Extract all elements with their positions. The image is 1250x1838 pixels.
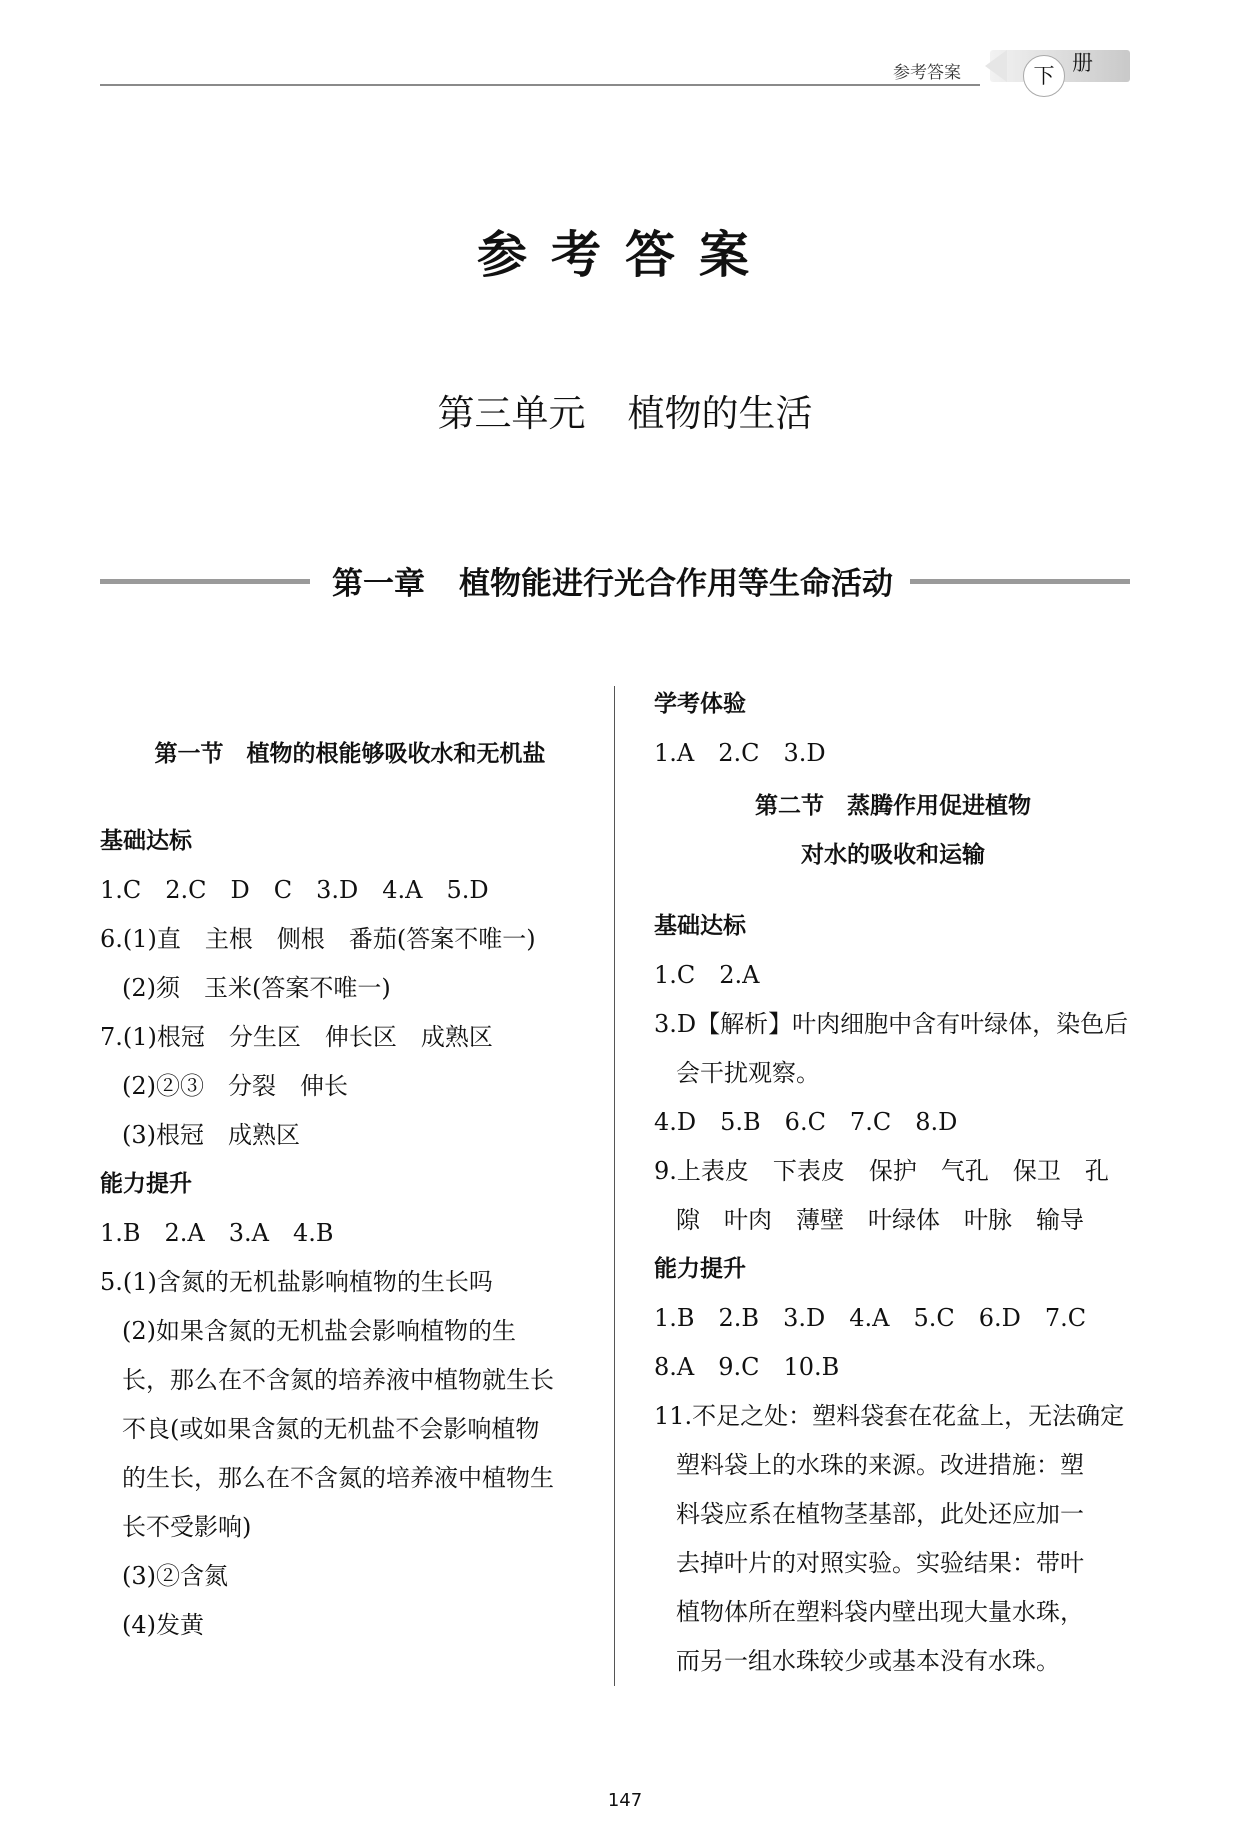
answer-line: 去掉叶片的对照实验。实验结果：带叶: [676, 1549, 1084, 1577]
header-arrow-icon: [985, 50, 1007, 82]
answer-line: 会干扰观察。: [676, 1059, 820, 1087]
section-title: 第二节 蒸腾作用促进植物: [755, 793, 1031, 819]
answer-line: 长不受影响): [122, 1513, 252, 1541]
answer-line: 11.不足之处：塑料袋套在花盆上，无法确定: [654, 1402, 1125, 1430]
chapter-name: 植物能进行光合作用等生命活动: [459, 566, 893, 602]
section-heading: 基础达标: [654, 913, 746, 939]
answer-line: 7.(1)根冠 分生区 伸长区 成熟区: [100, 1023, 493, 1051]
header-rule: [100, 84, 980, 86]
chapter-title: [315, 558, 910, 603]
answer-line: 植物体所在塑料袋内壁出现大量水珠，: [676, 1598, 1084, 1626]
answer-line: 1.B 2.B 3.D 4.A 5.C 6.D 7.C: [654, 1304, 1087, 1332]
answer-line: 1.B 2.A 3.A 4.B: [100, 1219, 334, 1247]
answer-line: 3.D【解析】叶肉细胞中含有叶绿体，染色后: [654, 1010, 1129, 1038]
answer-line: (2)如果含氮的无机盐会影响植物的生: [122, 1317, 516, 1345]
section-heading: 能力提升: [100, 1171, 192, 1197]
section-heading: 基础达标: [100, 828, 192, 854]
column-divider: [614, 686, 615, 1686]
answer-line: (2)②③ 分裂 伸长: [122, 1072, 348, 1100]
answer-line: 1.C 2.A: [654, 961, 760, 989]
answer-line: (3)②含氮: [122, 1562, 228, 1590]
answer-line: 1.C 2.C D C 3.D 4.A 5.D: [100, 876, 489, 904]
section-heading: 学考体验: [654, 691, 746, 717]
answer-line: 料袋应系在植物茎基部，此处还应加一: [676, 1500, 1084, 1528]
answer-line: 6.(1)直 主根 侧根 番茄(答案不唯一): [100, 925, 536, 953]
answer-line: 9.上表皮 下表皮 保护 气孔 保卫 孔: [654, 1157, 1109, 1185]
left-column: [100, 730, 600, 1650]
section-heading: 能力提升: [654, 1256, 746, 1282]
section-title-continued: 对水的吸收和运输: [801, 842, 985, 868]
page-number: 147: [607, 1790, 643, 1811]
answer-line: 塑料袋上的水珠的来源。改进措施：塑: [676, 1451, 1084, 1479]
chapter-bar: [100, 555, 1130, 605]
header-volume-text: 册: [1072, 51, 1093, 75]
chapter-number: 第一章: [332, 566, 425, 602]
answer-line: 1.A 2.C 3.D: [654, 739, 826, 767]
page-title: 参考答案: [477, 225, 773, 284]
answer-line: 不良(或如果含氮的无机盐不会影响植物: [122, 1415, 540, 1443]
answer-line: (4)发黄: [122, 1611, 204, 1639]
answer-line: 而另一组水珠较少或基本没有水珠。: [676, 1647, 1060, 1675]
header-volume-circle: 下: [1023, 55, 1065, 97]
answer-line: (2)须 玉米(答案不唯一): [122, 974, 391, 1002]
unit-number: 第三单元: [437, 392, 586, 435]
answer-line: 的生长，那么在不含氮的培养液中植物生: [122, 1464, 554, 1492]
answer-line: 隙 叶肉 薄壁 叶绿体 叶脉 输导: [676, 1206, 1084, 1234]
chapter-rule-left: [100, 579, 310, 584]
right-column: [654, 680, 1132, 1686]
answer-line: 8.A 9.C 10.B: [654, 1353, 840, 1381]
chapter-rule-right: [910, 579, 1130, 584]
answer-line: (3)根冠 成熟区: [122, 1121, 300, 1149]
answer-line: 4.D 5.B 6.C 7.C 8.D: [654, 1108, 958, 1136]
answer-line: 长，那么在不含氮的培养液中植物就生长: [122, 1366, 554, 1394]
unit-title: [0, 383, 1250, 437]
answer-line: 5.(1)含氮的无机盐影响植物的生长吗: [100, 1268, 493, 1296]
unit-name: 植物的生活: [627, 392, 813, 435]
header-label: 参考答案: [893, 63, 961, 83]
section-title: 第一节 植物的根能够吸收水和无机盐: [154, 741, 546, 767]
